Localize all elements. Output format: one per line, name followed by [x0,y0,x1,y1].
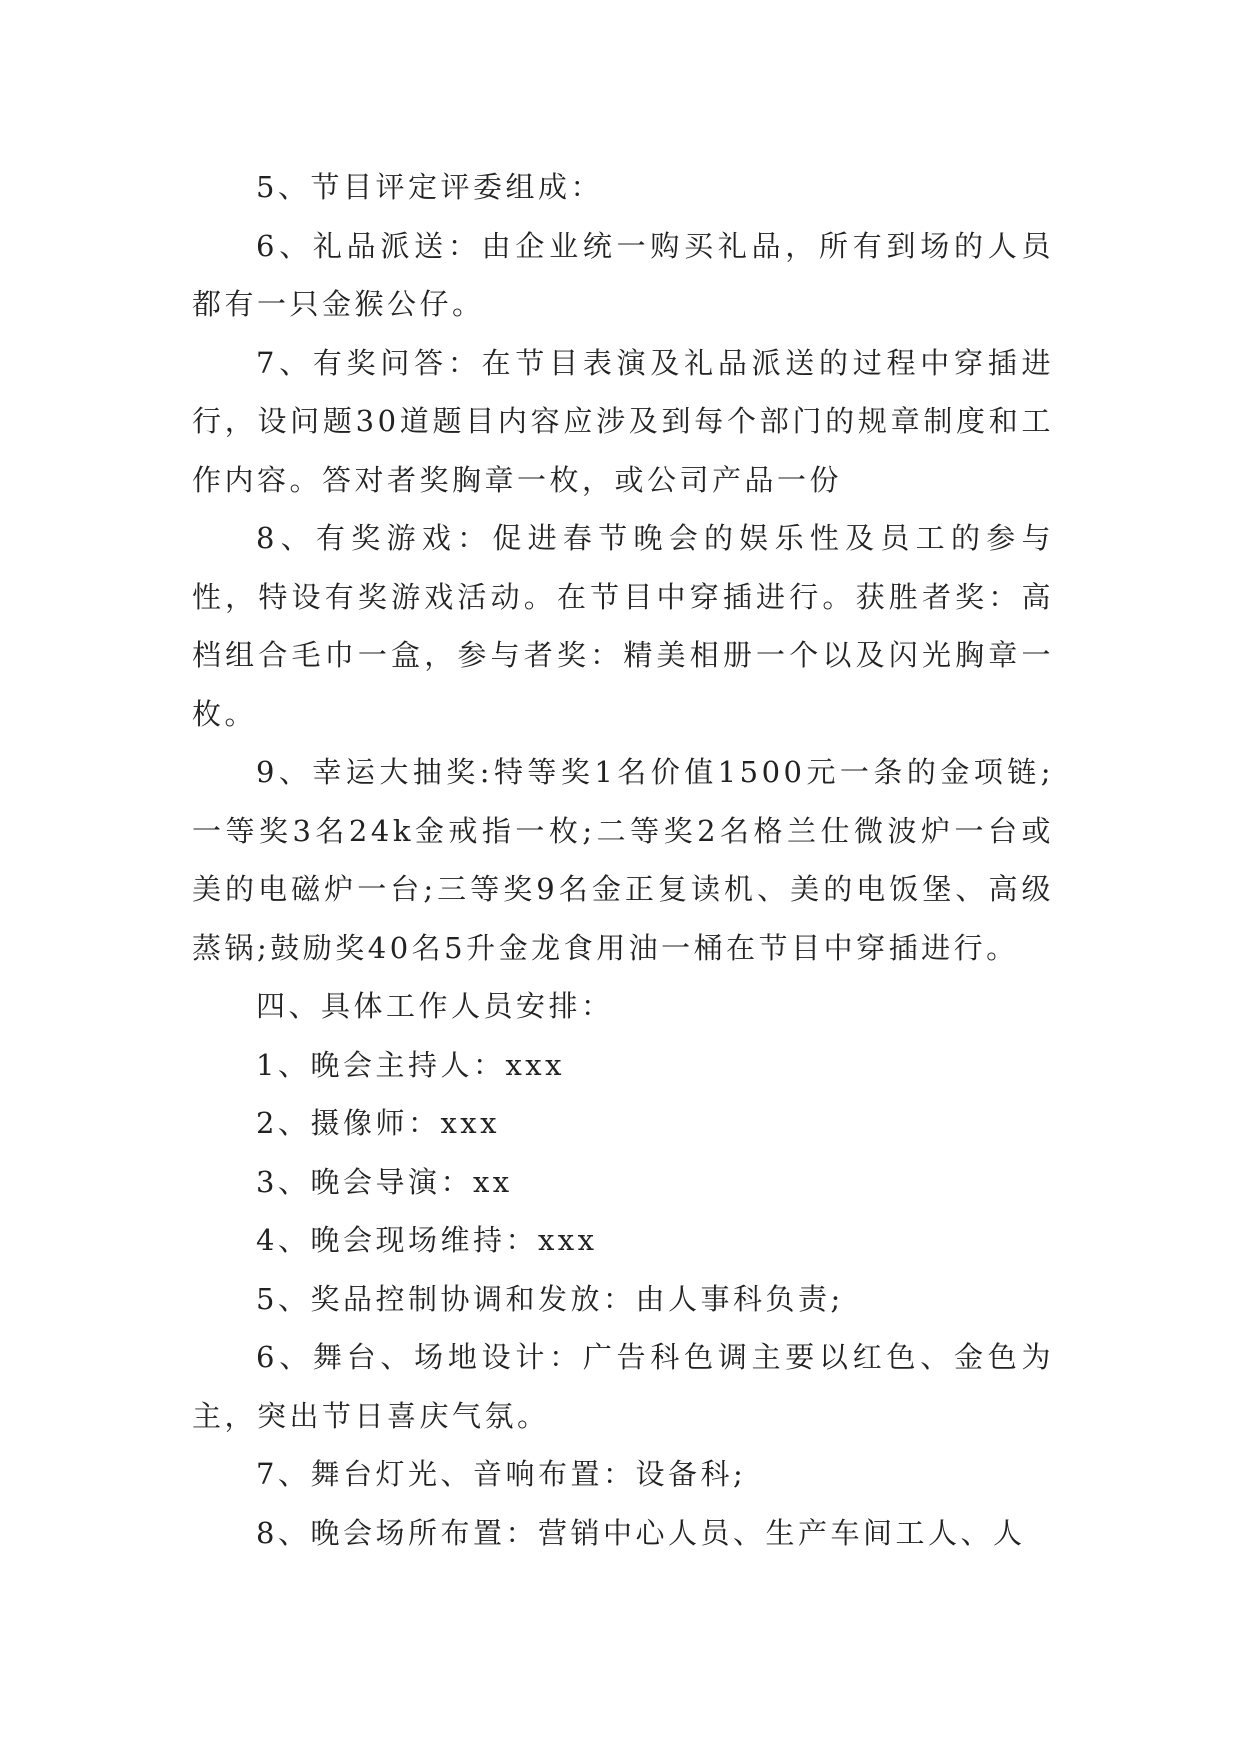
paragraph-quiz: 7、有奖问答：在节目表演及礼品派送的过程中穿插进行，设问题30道题目内容应涉及到每个部门的规章制度和工作内容。答对者奖胸章一枚，或公司产品一份 [192,345,1054,497]
document-body [192,158,1054,1562]
paragraph-lucky-draw: 9、幸运大抽奖:特等奖1名价值1500元一条的金项链;一等奖3名24k金戒指一枚;二等奖2名格兰仕微波炉一台或美的电磁炉一台;三等奖9名金正复读机、美的电饭堡、高级蒸锅;鼓励奖40名5升金龙食用油一桶在节目中穿插进行。 [192,755,1054,965]
section-heading-staff: 四、具体工作人员安排： [256,989,614,1023]
paragraph-judges: 5、节目评定评委组成： [256,170,603,204]
paragraph-host: 1、晚会主持人：xxx [256,1047,566,1082]
paragraph-stage-design: 6、舞台、场地设计：广告科色调主要以红色、金色为主，突出节日喜庆气氛。 [192,1340,1054,1433]
paragraph-camera: 2、摄像师：xxx [256,1106,501,1140]
paragraph-venue-setup: 8、晚会场所布置：营销中心人员、生产车间工人、人 [256,1515,1026,1550]
paragraph-director: 3、晚会导演：xx [256,1164,513,1199]
paragraph-lighting-sound: 7、舞台灯光、音响布置：设备科; [256,1457,747,1491]
paragraph-order: 4、晚会现场维持：xxx [256,1223,598,1257]
paragraph-games: 8、有奖游戏：促进春节晚会的娱乐性及员工的参与性，特设有奖游戏活动。在节目中穿插进行。获胜者奖：高档组合毛巾一盒，参与者奖：精美相册一个以及闪光胸章一枚。 [192,521,1054,731]
paragraph-prize-control: 5、奖品控制协调和发放：由人事科负责; [256,1281,844,1316]
paragraph-gift-delivery: 6、礼品派送：由企业统一购买礼品，所有到场的人员都有一只金猴公仔。 [192,228,1054,321]
